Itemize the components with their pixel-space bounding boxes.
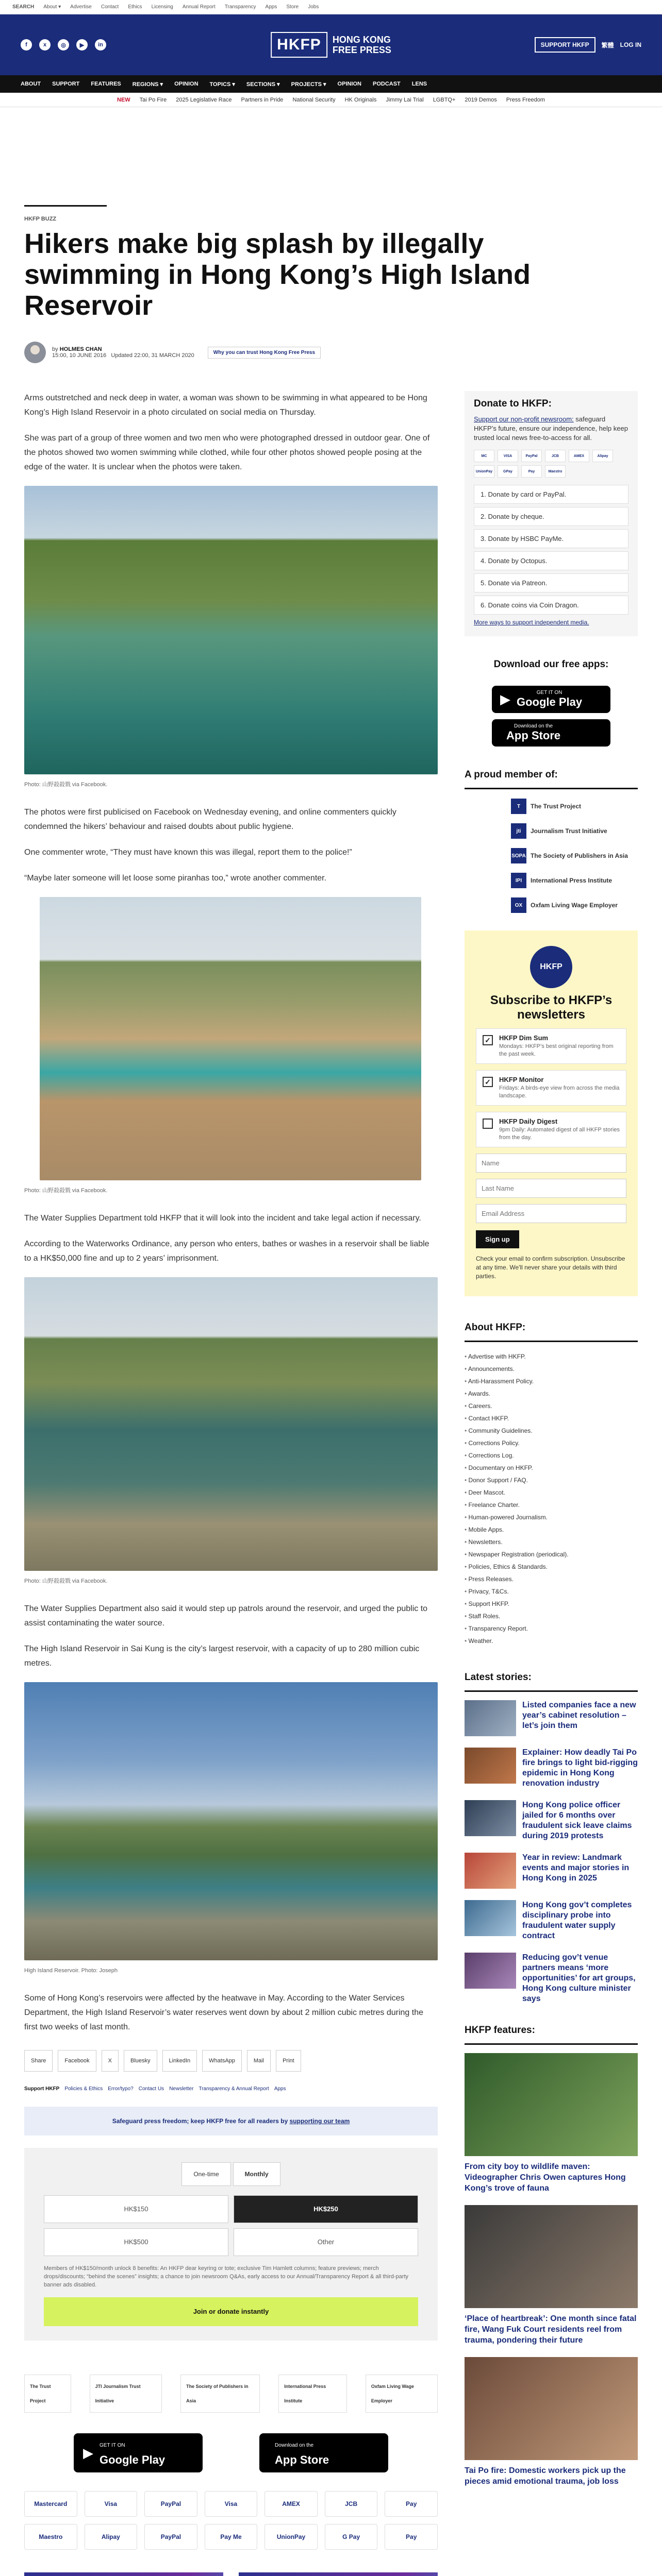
nav-opinion[interactable]: OPINION bbox=[174, 81, 198, 87]
about-link[interactable]: • Staff Roles. bbox=[465, 1610, 638, 1622]
newsletter-title: Subscribe to HKFP’s newsletters bbox=[490, 993, 613, 1022]
promo-ethics-banner[interactable] bbox=[24, 2572, 223, 2576]
donate-option[interactable]: 4. Donate by Octopus. bbox=[474, 551, 628, 570]
support-links-label[interactable]: Support HKFP bbox=[24, 2086, 60, 2092]
paragraph: The Water Supplies Department also said it would step up patrols around the reservoir, and urged the public to assist contaminating the water source. bbox=[24, 1604, 428, 1628]
about-link[interactable]: • Mobile Apps. bbox=[465, 1523, 638, 1536]
trending-item[interactable]: Press Freedom bbox=[506, 96, 545, 103]
about-link[interactable]: • Press Releases. bbox=[465, 1573, 638, 1585]
sidebar-members-title: A proud member of: bbox=[465, 762, 638, 789]
member-item[interactable]: jti Journalism Trust Initiative bbox=[511, 823, 638, 839]
payment-methods bbox=[24, 2491, 438, 2550]
linkedin-icon[interactable]: in bbox=[95, 39, 106, 50]
article-photo-reservoir[interactable] bbox=[24, 1682, 438, 1960]
sidebar-latest-stories bbox=[465, 1665, 638, 2004]
byline bbox=[24, 342, 638, 363]
paragraph: The Water Supplies Department told HKFP that it will look into the incident and take legal action if necessary. bbox=[24, 1214, 421, 1223]
safeguard-link[interactable]: supporting our team bbox=[289, 2117, 350, 2125]
payment-logo: Pay Me bbox=[205, 2524, 258, 2550]
about-link[interactable]: • Weather. bbox=[465, 1635, 638, 1647]
member-item[interactable]: OX Oxfam Living Wage Employer bbox=[511, 897, 638, 913]
payment-logo: JCB bbox=[545, 450, 566, 462]
article-title: Hikers make big splash by illegally swimming in Hong Kong’s High Island Reservoir bbox=[24, 228, 531, 321]
about-link[interactable]: • Newsletters. bbox=[465, 1536, 638, 1548]
feature-item[interactable]: ‘Place of heartbreak’: One month since fatal fire, Wang Fuk Court residents reel from trauma, pondering their future bbox=[465, 2205, 638, 2346]
payment-logo: PayPal bbox=[144, 2524, 197, 2550]
utility-link-search[interactable]: SEARCH bbox=[12, 4, 35, 10]
story-item[interactable]: Hong Kong gov’t completes disciplinary probe into fraudulent water supply contract bbox=[465, 1900, 638, 1941]
payment-logo: Mastercard bbox=[24, 2491, 77, 2517]
checkbox-unchecked-icon[interactable] bbox=[483, 1118, 493, 1129]
page-container bbox=[24, 205, 638, 2576]
about-link[interactable]: • Advertise with HKFP. bbox=[465, 1350, 638, 1363]
payment-logo: Alipay bbox=[85, 2524, 138, 2550]
join-donate-button[interactable]: Join or donate instantly bbox=[44, 2297, 418, 2326]
logo-line-2: FREE PRESS bbox=[332, 45, 391, 55]
story-thumbnail[interactable] bbox=[465, 1953, 516, 1989]
about-link[interactable]: • Anti-Harassment Policy. bbox=[465, 1375, 638, 1387]
sidebar-about-title: About HKFP: bbox=[465, 1315, 638, 1342]
paragraph: According to the Waterworks Ordinance, any person who enters, bathes or washes in a reservoir shall be liable to a HK$50,000 fine and up to 2 years’ imprisonment. bbox=[24, 1240, 429, 1263]
paragraph: Arms outstretched and neck deep in water, a woman was shown to be swimming in what appeared to be Hong Kong’s High Island Reservoir in a photo circulated on social media on Thursday. bbox=[24, 394, 427, 417]
site-logo[interactable] bbox=[271, 32, 391, 58]
trending-item[interactable]: HK Originals bbox=[344, 96, 377, 103]
instagram-icon[interactable]: ◎ bbox=[58, 39, 69, 50]
member-item[interactable]: SOPA The Society of Publishers in Asia bbox=[511, 848, 638, 863]
trust-badge[interactable]: Why you can trust Hong Kong Free Press bbox=[208, 347, 321, 359]
more-ways-link[interactable]: More ways to support independent media. bbox=[474, 619, 589, 626]
nav-projects[interactable]: PROJECTS ▾ bbox=[291, 81, 326, 88]
utility-link-apps[interactable]: Apps bbox=[265, 4, 277, 10]
member-logos bbox=[24, 2375, 438, 2413]
login-link[interactable]: LOG IN bbox=[620, 41, 641, 48]
article-body bbox=[24, 391, 438, 2576]
google-play-top: GET IT ON bbox=[100, 2443, 125, 2448]
article-photo-group[interactable] bbox=[40, 897, 421, 1180]
sidebar-google-play-button[interactable]: ▶ GET IT ON Google Play bbox=[492, 686, 610, 713]
app-store-name: App Store bbox=[275, 2453, 329, 2466]
promo-banner[interactable] bbox=[239, 2572, 438, 2576]
sidebar-apps bbox=[465, 652, 638, 747]
publish-date: 15:00, 10 JUNE 2016 bbox=[52, 352, 107, 359]
author-avatar[interactable] bbox=[24, 342, 46, 363]
member-benefits-text: Members of HK$150/month unlock 8 benefits: An HKFP dear keyring or tote; exclusive Tim Hamlett columns; feature previews; merch drops/discounts; “behind the scenes” insights; a chance to join newsroom Q&As, early access to our Annual/Transparency Report & all third-party banner ads disabled. bbox=[44, 2265, 409, 2288]
sidebar-members bbox=[465, 762, 638, 913]
nav-topics[interactable]: TOPICS ▾ bbox=[209, 81, 235, 88]
article-photo-swimmer[interactable] bbox=[24, 486, 438, 774]
member-item[interactable]: T The Trust Project bbox=[511, 799, 638, 814]
payment-logo: AMEX bbox=[264, 2491, 318, 2517]
sidebar-apps-title: Download our free apps: bbox=[493, 659, 609, 670]
paragraph: The photos were first publicised on Facebook on Wednesday evening, and online commenters quickly condemned the hikers’ behaviour and raised doubts about public hygiene. bbox=[24, 808, 396, 831]
nav-support[interactable]: SUPPORT bbox=[52, 81, 80, 87]
google-play-icon: ▶ bbox=[500, 691, 510, 707]
member-logo-icon: IPI bbox=[511, 873, 526, 888]
story-thumbnail[interactable] bbox=[465, 1700, 516, 1736]
about-link[interactable]: • Announcements. bbox=[465, 1363, 638, 1375]
frequency-monthly[interactable]: Monthly bbox=[233, 2162, 280, 2186]
amount-option-selected[interactable]: HK$250 bbox=[234, 2195, 418, 2223]
donate-widget bbox=[24, 2148, 438, 2341]
last-name-input[interactable] bbox=[476, 1179, 626, 1198]
newsletter-option[interactable]: ✓ HKFP Dim Sum Mondays: HKFP’s best original reporting from the past week. bbox=[476, 1028, 626, 1064]
trending-item[interactable]: Tai Po Fire bbox=[139, 96, 167, 103]
main-navigation bbox=[0, 75, 662, 93]
oxfam-logo[interactable]: Oxfam Living Wage Employer bbox=[366, 2375, 438, 2413]
donation-amounts bbox=[44, 2195, 418, 2256]
about-link[interactable]: • Awards. bbox=[465, 1387, 638, 1400]
google-play-name: Google Play bbox=[100, 2453, 166, 2466]
payment-logo: JCB bbox=[325, 2491, 378, 2517]
email-input[interactable] bbox=[476, 1204, 626, 1223]
about-link[interactable]: • Newspaper Registration (periodical). bbox=[465, 1548, 638, 1561]
logo-text bbox=[333, 35, 391, 55]
byline-by: by bbox=[52, 346, 58, 352]
payment-logo: Maestro bbox=[24, 2524, 77, 2550]
trending-item[interactable]: 2025 Legislative Race bbox=[176, 96, 232, 103]
top-utility-bar bbox=[0, 0, 662, 14]
utility-link-ethics[interactable]: Ethics bbox=[128, 4, 142, 10]
utility-link-jobs[interactable]: Jobs bbox=[308, 4, 319, 10]
first-name-input[interactable] bbox=[476, 1154, 626, 1173]
sidebar-features bbox=[465, 2018, 638, 2487]
payment-logo: G Pay bbox=[325, 2524, 378, 2550]
share-print-button[interactable]: Print bbox=[276, 2050, 301, 2072]
byline-author[interactable]: HOLMES CHAN bbox=[59, 346, 102, 352]
story-item[interactable]: Explainer: How deadly Tai Po fire brings to light bid-rigging epidemic in Hong Kong renovation industry bbox=[465, 1748, 638, 1789]
trending-item[interactable]: LGBTQ+ bbox=[433, 96, 456, 103]
member-item[interactable]: IPI International Press Institute bbox=[511, 873, 638, 888]
trending-navigation bbox=[0, 93, 662, 107]
about-link[interactable]: • Donor Support / FAQ. bbox=[465, 1474, 638, 1486]
site-header bbox=[0, 14, 662, 75]
utility-link-about[interactable]: About ▾ bbox=[43, 4, 61, 10]
jti-logo[interactable]: JTI Journalism Trust Initiative bbox=[90, 2375, 162, 2413]
promo-banners bbox=[24, 2572, 438, 2576]
feature-item[interactable]: Tai Po fire: Domestic workers pick up the pieces amid emotional trauma, job loss bbox=[465, 2357, 638, 2487]
paragraph: One commenter wrote, “They must have known this was illegal, report them to the police!” bbox=[24, 848, 352, 857]
social-icons bbox=[21, 39, 106, 50]
nav-regions[interactable]: REGIONS ▾ bbox=[132, 81, 163, 88]
utility-links bbox=[12, 4, 319, 10]
utility-link-annual-report[interactable]: Annual Report bbox=[182, 4, 216, 10]
sidebar-donate-link[interactable]: Support our non-profit newsroom: bbox=[474, 415, 574, 423]
story-item[interactable]: Hong Kong police officer jailed for 6 months over fraudulent sick leave claims during 2019 protests bbox=[465, 1800, 638, 1841]
updated-date: Updated 22:00, 31 MARCH 2020 bbox=[111, 352, 194, 359]
nav-lens[interactable]: LENS bbox=[411, 81, 427, 87]
member-logo-icon: SOPA bbox=[511, 848, 526, 863]
app-store-top: Download on the bbox=[275, 2443, 314, 2448]
story-item[interactable]: Year in review: Landmark events and major stories in Hong Kong in 2025 bbox=[465, 1853, 638, 1889]
nav-podcast[interactable]: PODCAST bbox=[373, 81, 401, 87]
member-logo-icon: jti bbox=[511, 823, 526, 839]
share-facebook-button[interactable]: Facebook bbox=[58, 2050, 96, 2072]
donate-option[interactable]: 1. Donate by card or PayPal. bbox=[474, 485, 628, 504]
donation-frequency bbox=[44, 2162, 418, 2186]
payment-logo: UnionPay bbox=[264, 2524, 318, 2550]
sidebar-payment-logos bbox=[474, 450, 628, 478]
trust-project-logo[interactable]: The Trust Project bbox=[24, 2375, 71, 2413]
amount-option[interactable]: HK$500 bbox=[44, 2228, 228, 2256]
about-link[interactable]: • Policies, Ethics & Standards. bbox=[465, 1561, 638, 1573]
payment-logo: Pay bbox=[385, 2491, 438, 2517]
newsletter-signup bbox=[465, 930, 638, 1296]
sidebar-stories-title: Latest stories: bbox=[465, 1665, 638, 1692]
feature-item[interactable]: From city boy to wildlife maven: Videographer Chris Owen captures Hong Kong’s trove of fauna bbox=[465, 2053, 638, 2194]
about-links bbox=[465, 1350, 638, 1647]
share-x-button[interactable]: X bbox=[102, 2050, 119, 2072]
share-label: Share bbox=[24, 2050, 53, 2072]
sidebar-donate-text: Support our non-profit newsroom: safeguard HKFP’s future, ensure our independence, help keep trusted local news free-to-access for all. bbox=[474, 415, 628, 442]
paragraph: Some of Hong Kong’s reservoirs were affected by the heatwave in May. According to the Water Services Department, the High Island Reservoir’s water reserves went down by about 2 million cubic metres during the first two weeks of last month. bbox=[24, 1994, 423, 2031]
youtube-icon[interactable]: ▶ bbox=[76, 39, 88, 50]
share-bar bbox=[24, 2050, 438, 2072]
about-link[interactable]: • Corrections Policy. bbox=[465, 1437, 638, 1449]
newsletter-option[interactable]: ✓ HKFP Monitor Fridays: A birds-eye view from across the media landscape. bbox=[476, 1070, 626, 1106]
nav-features[interactable]: FEATURES bbox=[91, 81, 121, 87]
payment-logo: Visa bbox=[85, 2491, 138, 2517]
feature-image[interactable] bbox=[465, 2357, 638, 2460]
paragraph: She was part of a group of three women and two men who were photographed dressed in outdoor gear. One of the photos showed two women swimming while clothed, while four other photos showed people posing at the edge of the water. It is unclear when the photos were taken. bbox=[24, 434, 430, 471]
sidebar-app-store-button[interactable]: Download on the App Store bbox=[492, 719, 610, 747]
about-link[interactable]: • Transparency Report. bbox=[465, 1622, 638, 1635]
about-link[interactable]: • Corrections Log. bbox=[465, 1449, 638, 1462]
donate-options-list bbox=[474, 485, 628, 615]
share-linkedin-button[interactable]: LinkedIn bbox=[162, 2050, 197, 2072]
sidebar bbox=[465, 391, 638, 2576]
amount-option-other[interactable]: Other bbox=[234, 2228, 418, 2256]
about-link[interactable]: • Support HKFP. bbox=[465, 1598, 638, 1610]
story-thumbnail[interactable] bbox=[465, 1900, 516, 1936]
checkbox-checked-icon[interactable]: ✓ bbox=[483, 1035, 493, 1045]
byline-meta bbox=[52, 346, 194, 359]
nav-about[interactable]: ABOUT bbox=[21, 81, 41, 87]
about-link[interactable]: • Documentary on HKFP. bbox=[465, 1462, 638, 1474]
facebook-icon[interactable]: f bbox=[21, 39, 32, 50]
sidebar-donate bbox=[465, 391, 638, 636]
amount-option[interactable]: HK$150 bbox=[44, 2195, 228, 2223]
trending-item[interactable]: National Security bbox=[292, 96, 336, 103]
member-logo-icon: OX bbox=[511, 897, 526, 913]
feature-image[interactable] bbox=[465, 2205, 638, 2308]
about-link[interactable]: • Human-powered Journalism. bbox=[465, 1511, 638, 1523]
payment-logo: AMEX bbox=[569, 450, 589, 462]
share-mail-button[interactable]: Mail bbox=[247, 2050, 271, 2072]
article-kicker[interactable]: HKFP BUZZ bbox=[24, 205, 107, 222]
member-logo-icon: T bbox=[511, 799, 526, 814]
trending-item[interactable]: 2019 Demos bbox=[465, 96, 497, 103]
article-photo-rocks[interactable] bbox=[24, 1277, 438, 1571]
about-link[interactable]: • Privacy, T&Cs. bbox=[465, 1585, 638, 1598]
content-layout bbox=[24, 391, 638, 2576]
feature-image[interactable] bbox=[465, 2053, 638, 2156]
paragraph: “Maybe later someone will let loose some piranhas too,” wrote another commenter. bbox=[24, 874, 327, 883]
sidebar-donate-title: Donate to HKFP: bbox=[474, 398, 552, 409]
payment-logo: MC bbox=[474, 450, 494, 462]
donate-option[interactable]: 6. Donate coins via Coin Dragon. bbox=[474, 596, 628, 615]
nav-sections[interactable]: SECTIONS ▾ bbox=[246, 81, 280, 88]
nav-opinion-2[interactable]: OPINION bbox=[337, 81, 361, 87]
google-play-button[interactable] bbox=[74, 2433, 203, 2472]
about-link[interactable]: • Community Guidelines. bbox=[465, 1425, 638, 1437]
payment-logo: Pay bbox=[521, 465, 542, 478]
share-bluesky-button[interactable]: Bluesky bbox=[124, 2050, 157, 2072]
about-link[interactable]: • Contact HKFP. bbox=[465, 1412, 638, 1425]
payment-logo: Maestro bbox=[545, 465, 566, 478]
trending-new-label: NEW bbox=[117, 96, 130, 103]
logo-line-1: HONG KONG bbox=[332, 35, 391, 45]
about-link[interactable]: • Freelance Charter. bbox=[465, 1499, 638, 1511]
about-link[interactable]: • Careers. bbox=[465, 1400, 638, 1412]
story-item[interactable]: Reducing gov’t venue partners means ‘more opportunities’ for art groups, Hong Kong culture minister says bbox=[465, 1953, 638, 2004]
photo-caption: Photo: 山野殺殺戮 via Facebook. bbox=[24, 1578, 108, 1584]
story-item[interactable]: Listed companies face a new year’s cabinet resolution – let’s join them bbox=[465, 1700, 638, 1736]
support-link[interactable]: Policies & Ethics bbox=[64, 2086, 103, 2092]
paragraph: The High Island Reservoir in Sai Kung is the city’s largest reservoir, with a capacity of up to 280 million cubic metres. bbox=[24, 1645, 420, 1668]
story-thumbnail[interactable] bbox=[465, 1853, 516, 1889]
story-thumbnail[interactable] bbox=[465, 1800, 516, 1836]
app-store-button[interactable] bbox=[259, 2433, 388, 2472]
trending-item[interactable]: Partners in Pride bbox=[241, 96, 284, 103]
payment-logo: Alipay bbox=[592, 450, 613, 462]
newsletter-note: Check your email to confirm subscription. Unsubscribe at any time. We'll never share your details with third parties. bbox=[476, 1255, 625, 1280]
photo-caption: Photo: 山野殺殺戮 via Facebook. bbox=[24, 1188, 108, 1194]
payment-logo: VISA bbox=[498, 450, 518, 462]
sidebar-about bbox=[465, 1315, 638, 1647]
payment-logo: PayPal bbox=[144, 2491, 197, 2517]
utility-link-transparency[interactable]: Transparency bbox=[224, 4, 256, 10]
payment-logo: UnionPay bbox=[474, 465, 494, 478]
checkbox-checked-icon[interactable]: ✓ bbox=[483, 1077, 493, 1087]
newsletter-logo: HKFP bbox=[530, 946, 572, 988]
donate-option[interactable]: 2. Donate by cheque. bbox=[474, 507, 628, 526]
utility-link-licensing[interactable]: Licensing bbox=[151, 4, 173, 10]
x-icon[interactable]: x bbox=[39, 39, 51, 50]
trending-item[interactable]: Jimmy Lai Trial bbox=[386, 96, 424, 103]
about-link[interactable]: • Deer Mascot. bbox=[465, 1486, 638, 1499]
photo-caption: Photo: 山野殺殺戮 via Facebook. bbox=[24, 782, 108, 788]
sopa-logo[interactable]: The Society of Publishers in Asia bbox=[180, 2375, 260, 2413]
logo-box: HKFP bbox=[271, 32, 327, 58]
app-store-buttons bbox=[24, 2433, 438, 2472]
support-link[interactable]: Transparency & Annual Report bbox=[198, 2086, 269, 2092]
header-actions bbox=[535, 37, 641, 53]
sidebar-features-title: HKFP features: bbox=[465, 2018, 638, 2045]
safeguard-banner bbox=[24, 2107, 438, 2136]
donate-option[interactable]: 3. Donate by HSBC PayMe. bbox=[474, 529, 628, 548]
payment-logo: Pay bbox=[385, 2524, 438, 2550]
utility-link-store[interactable]: Store bbox=[286, 4, 299, 10]
donate-option[interactable]: 5. Donate via Patreon. bbox=[474, 573, 628, 592]
language-switch[interactable]: 繁體 bbox=[601, 41, 614, 49]
ipi-logo[interactable]: International Press Institute bbox=[278, 2375, 347, 2413]
support-hkfp-button[interactable]: SUPPORT HKFP bbox=[535, 37, 595, 53]
newsletter-option[interactable]: HKFP Daily Digest 9pm Daily: Automated digest of all HKFP stories from the day. bbox=[476, 1112, 626, 1147]
frequency-one-time[interactable]: One-time bbox=[181, 2162, 230, 2186]
support-links bbox=[24, 2082, 438, 2096]
story-thumbnail[interactable] bbox=[465, 1748, 516, 1784]
payment-logo: Visa bbox=[205, 2491, 258, 2517]
payment-logo: GPay bbox=[498, 465, 518, 478]
payment-logo: PayPal bbox=[521, 450, 542, 462]
google-play-icon: ▶ bbox=[83, 2445, 93, 2461]
safeguard-text: Safeguard press freedom; keep HKFP free for all readers by bbox=[112, 2117, 288, 2125]
share-whatsapp-button[interactable]: WhatsApp bbox=[202, 2050, 242, 2072]
support-link[interactable]: Contact Us bbox=[138, 2086, 164, 2092]
utility-link-contact[interactable]: Contact bbox=[101, 4, 119, 10]
photo-caption: High Island Reservoir. Photo: Joseph bbox=[24, 1968, 118, 1974]
support-link[interactable]: Newsletter bbox=[169, 2086, 194, 2092]
support-link[interactable]: Error/typo? bbox=[108, 2086, 134, 2092]
support-link[interactable]: Apps bbox=[274, 2086, 286, 2092]
utility-link-advertise[interactable]: Advertise bbox=[70, 4, 92, 10]
newsletter-signup-button[interactable]: Sign up bbox=[476, 1230, 519, 1248]
